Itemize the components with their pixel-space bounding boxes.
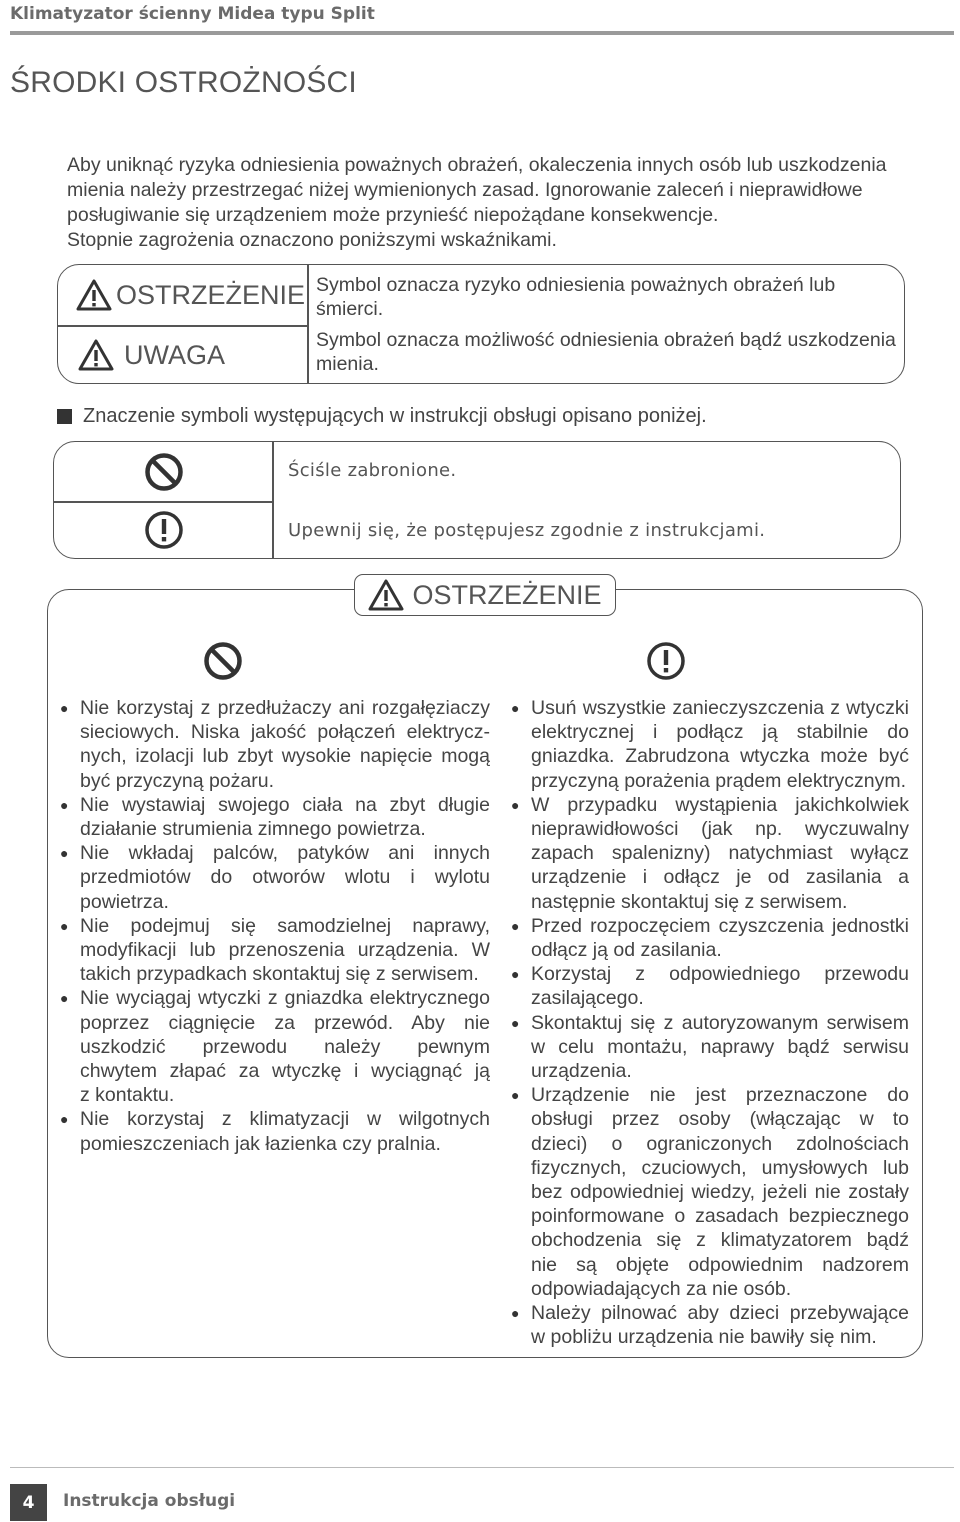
list-item-line: ● Nie wyciągaj wtyczki z gniazdka elektrycznego	[80, 987, 490, 1010]
symbols-table	[53, 441, 901, 559]
list-item	[511, 1083, 909, 1301]
list-item-line: modyfikacji lub przenoszenia urządzenia. W	[80, 939, 490, 962]
list-item-line: odłącz ją od zasilania.	[531, 939, 722, 962]
list-item-line: uszkodzić przewodu należy pewnym	[80, 1035, 490, 1058]
list-item-line: ● Nie podejmuj się samodzielnej naprawy,	[80, 914, 490, 937]
list-item-line: ● Nie wystawiaj swojego ciała na zbyt długie	[80, 793, 490, 816]
list-item	[511, 962, 909, 1010]
list-item-line: takich przypadkach skontaktuj się z serwisem.	[80, 963, 479, 986]
intro-line: posługiwanie się urządzeniem może przynieść niepożądane konsekwencje.	[67, 204, 719, 226]
intro-line: mienia należy przestrzegać niżej wymienionych zasad. Ignorowanie zaleceń i nieprawidłowe	[67, 179, 863, 201]
symbols-divider	[54, 501, 272, 503]
legend-desc-line: Symbol oznacza możliwość odniesienia obrażeń bądź uszkodzenia	[316, 329, 896, 351]
warning-triangle-icon	[368, 579, 404, 611]
legend-warning-text: OSTRZEŻENIE	[116, 279, 306, 310]
warning-triangle-icon	[78, 339, 114, 371]
symbols-divider	[272, 442, 274, 558]
list-item-line: urządzenia.	[531, 1060, 632, 1083]
warning-section-title	[354, 574, 616, 616]
list-item-line: obchodzenia się z klimatyzatorem bądź	[531, 1229, 909, 1252]
list-item-line: dzieci) o ograniczonych zdolnościach	[531, 1132, 909, 1155]
legend-desc-line: mienia.	[316, 353, 379, 375]
list-item	[60, 914, 490, 987]
list-item-line: fizycznych, czuciowych, umysłowych lub	[531, 1156, 909, 1179]
legend-desc-line: śmierci.	[316, 298, 384, 320]
list-item-line: urządzenie i odłącz je od zasilania a	[531, 866, 909, 889]
list-item-line: gniazdka. Zabrudzona wtyczka może być	[531, 745, 909, 768]
intro-line: Stopnie zagrożenia oznaczono poniższymi wskaźnikami.	[67, 229, 557, 251]
list-item	[60, 986, 490, 1107]
list-item-line: ● Należy pilnować aby dzieci przebywające	[531, 1302, 909, 1325]
prohibited-icon	[203, 641, 243, 681]
list-item-line: ● W przypadku wystąpienia jakichkolwiek	[531, 793, 909, 816]
list-item-line: przedmiotów do otworów wlotu i wylotu	[80, 866, 490, 889]
list-item-line: poinformowane o zasadach bezpiecznego	[531, 1205, 909, 1228]
list-item-line: działanie strumienia zimnego powietrza.	[80, 818, 426, 841]
list-item-line: następnie skontaktuj się z serwisem.	[531, 890, 848, 913]
list-item	[60, 696, 490, 793]
header-rule	[10, 31, 954, 35]
list-item	[511, 696, 909, 793]
intro-line: Aby uniknąć ryzyka odniesienia poważnych obrażeń, okaleczenia innych osób lub uszkodzenia	[67, 154, 887, 176]
list-item-line: sieciowych. Niska jakość połączeń elektrycz-	[80, 721, 490, 744]
mandatory-list	[511, 696, 909, 1349]
list-item-line: z kontaktu.	[80, 1084, 175, 1107]
intro-paragraph	[67, 153, 937, 253]
list-item-line: przyczyną porażenia prądem elektrycznym.	[531, 769, 906, 792]
page-number: 4	[10, 1484, 47, 1521]
prohibited-icon	[144, 452, 184, 492]
list-item-line: ● Korzystaj z odpowiedniego przewodu	[531, 963, 909, 986]
list-item-line: chwytem złapać za wtyczkę i wyciągnąć ją	[80, 1060, 490, 1083]
severity-legend-table	[57, 264, 905, 384]
page-title: ŚRODKI OSTROŻNOŚCI	[10, 66, 357, 99]
list-item	[511, 1011, 909, 1084]
list-item-line: nych, izolacji lub zbyt wysokie napięcie mogą	[80, 745, 490, 768]
list-item-line: w celu montażu, naprawy bądź serwisu	[531, 1035, 909, 1058]
list-item	[511, 793, 909, 914]
list-item-line: ● Nie korzystaj z przedłużaczy ani rozgałęziaczy	[80, 697, 490, 719]
legend-warning-label	[58, 265, 307, 325]
list-item-line: powietrza.	[80, 890, 169, 913]
mandatory-description: Upewnij się, że postępujesz zgodnie z instrukcjami.	[288, 520, 766, 541]
list-item-line: w pobliżu urządzenia nie bawiły się nim.	[531, 1326, 877, 1349]
mandatory-exclamation-icon	[646, 641, 686, 681]
list-item	[511, 1301, 909, 1349]
list-item-line: nie są objęte odpowiednim nadzorem	[531, 1253, 909, 1276]
legend-caution-label	[58, 326, 307, 384]
prohibited-list	[60, 696, 490, 1156]
legend-caution-text: UWAGA	[124, 339, 225, 370]
warning-triangle-icon	[76, 279, 112, 311]
list-item-line: odpowiadających za nie osób.	[531, 1277, 792, 1300]
list-item-line: obsługi przez osoby (włączając w to	[531, 1108, 909, 1131]
list-item-line: ● Nie korzystaj z klimatyzacji w wilgotnych	[80, 1108, 490, 1131]
legend-desc-line: Symbol oznacza ryzyko odniesienia poważnych obrażeń lub	[316, 274, 836, 296]
list-item	[60, 1107, 490, 1155]
list-item-line: ● Przed rozpoczęciem czyszczenia jednostki	[531, 914, 909, 937]
list-item-line: ● Nie wkładaj palców, patyków ani innych	[80, 842, 490, 865]
list-item-line: ● Urządzenie nie jest przeznaczone do	[531, 1084, 909, 1107]
list-item-line: być przyczyną pożaru.	[80, 769, 275, 792]
mandatory-exclamation-icon	[144, 510, 184, 550]
list-item	[60, 793, 490, 841]
legend-divider	[307, 265, 309, 383]
prohibited-description: Ściśle zabronione.	[288, 460, 457, 481]
symbols-heading	[57, 405, 707, 428]
list-item-line: ● Usuń wszystkie zanieczyszczenia z wtyczki	[531, 697, 909, 719]
list-item-line: pomieszczeniach jak łazienka czy pralnia.	[80, 1132, 441, 1155]
footer-rule	[10, 1467, 954, 1468]
list-item	[511, 914, 909, 962]
document-header-title: Klimatyzator ścienny Midea typu Split	[10, 4, 375, 24]
legend-caution-description	[316, 328, 906, 376]
footer-title: Instrukcja obsługi	[63, 1491, 236, 1511]
list-item-line: nieprawidłowości (jak np. wyczuwalny	[531, 818, 909, 841]
symbols-heading-text: Znaczenie symboli występujących w instrukcji obsługi opisano poniżej.	[83, 405, 707, 427]
warning-section-title-text: OSTRZEŻENIE	[412, 579, 602, 610]
list-item-line: poprzez ciągnięcie za przewód. Aby nie	[80, 1011, 490, 1034]
list-item-line: elektrycznej i podłącz ją stabilnie do	[531, 721, 909, 744]
list-item-line: zasilającego.	[531, 987, 644, 1010]
list-item-line: ● Skontaktuj się z autoryzowanym serwisem	[531, 1011, 909, 1034]
list-item	[60, 841, 490, 914]
square-bullet-icon	[57, 409, 72, 424]
legend-warning-description	[316, 273, 906, 321]
list-item-line: zapach spalenizny) natychmiast wyłącz	[531, 842, 909, 865]
list-item-line: bez odpowiedniej wiedzy, jeżeli nie zostały	[531, 1181, 909, 1204]
